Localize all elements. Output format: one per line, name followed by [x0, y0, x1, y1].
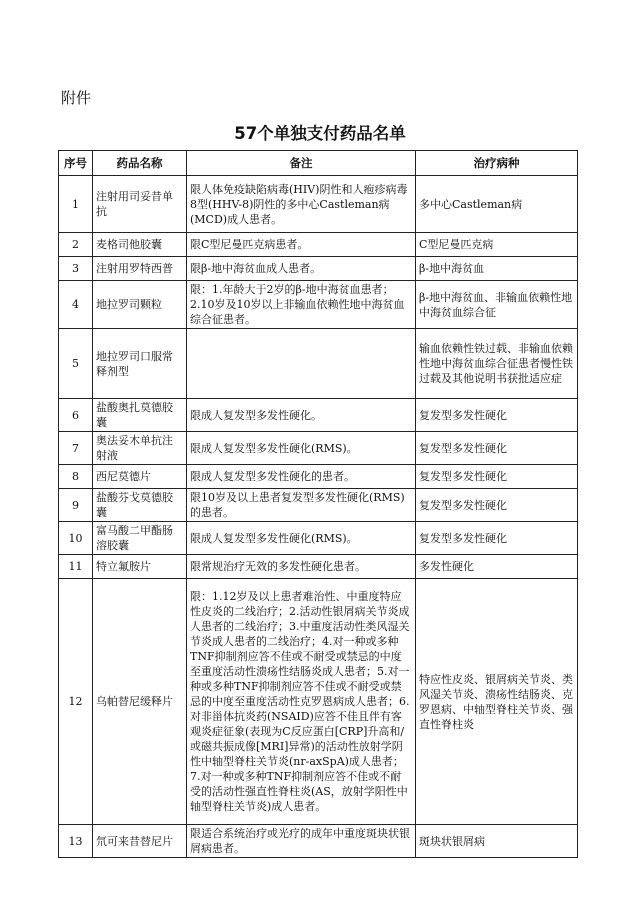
table-row [59, 489, 578, 522]
drug-name: 富马酸二甲酯肠溶胶囊 [93, 522, 187, 555]
drug-name: 西尼莫德片 [93, 465, 187, 489]
row-number: 3 [59, 257, 93, 281]
table-row [59, 329, 578, 399]
drug-note: 限适合系统治疗或光疗的成年中重度斑块状银屑病患者。 [187, 825, 416, 858]
drug-name: 盐酸芬戈莫德胶囊 [93, 489, 187, 522]
row-number: 9 [59, 489, 93, 522]
table-header-row [59, 151, 578, 176]
drug-name: 地拉罗司口服常释剂型 [93, 329, 187, 399]
drug-name: 注射用罗特西普 [93, 257, 187, 281]
drug-note: 限成人复发型多发性硬化的患者。 [187, 465, 416, 489]
header-note: 备注 [187, 151, 416, 176]
drug-note [187, 329, 416, 399]
row-number: 8 [59, 465, 93, 489]
drug-name: 麦格司他胶囊 [93, 233, 187, 257]
table-row [59, 281, 578, 329]
header-disease: 治疗病种 [416, 151, 578, 176]
row-number: 4 [59, 281, 93, 329]
treated-disease: 多发性硬化 [416, 555, 578, 579]
drug-note: 限10岁及以上患者复发型多发性硬化(RMS)的患者。 [187, 489, 416, 522]
drug-name: 乌帕替尼缓释片 [93, 579, 187, 825]
table-row [59, 432, 578, 465]
table-row [59, 825, 578, 858]
drug-note: 限人体免疫缺陷病毒(HIV)阴性和人疱疹病毒8型(HHV-8)阴性的多中心Castleman病(MCD)成人患者。 [187, 176, 416, 233]
drug-table [58, 150, 578, 858]
treated-disease: C型尼曼匹克病 [416, 233, 578, 257]
drug-note: 限成人复发型多发性硬化。 [187, 399, 416, 432]
row-number: 10 [59, 522, 93, 555]
drug-note: 限β-地中海贫血成人患者。 [187, 257, 416, 281]
treated-disease: 输血依赖性铁过载、非输血依赖性地中海贫血综合征患者慢性铁过载及其他说明书获批适应症 [416, 329, 578, 399]
treated-disease: 复发型多发性硬化 [416, 465, 578, 489]
attachment-label: 附件 [61, 89, 92, 107]
treated-disease: 复发型多发性硬化 [416, 432, 578, 465]
table-row [59, 555, 578, 579]
treated-disease: 多中心Castleman病 [416, 176, 578, 233]
table-row [59, 465, 578, 489]
header-name: 药品名称 [93, 151, 187, 176]
treated-disease: 复发型多发性硬化 [416, 522, 578, 555]
drug-note: 限：1.年龄大于2岁的β-地中海贫血患者；2.10岁及10岁以上非输血依赖性地中海贫血综合征患者。 [187, 281, 416, 329]
row-number: 5 [59, 329, 93, 399]
row-number: 7 [59, 432, 93, 465]
row-number: 13 [59, 825, 93, 858]
drug-note: 限成人复发型多发性硬化(RMS)。 [187, 522, 416, 555]
drug-note: 限常规治疗无效的多发性硬化患者。 [187, 555, 416, 579]
row-number: 1 [59, 176, 93, 233]
drug-name: 氘可来昔替尼片 [93, 825, 187, 858]
drug-name: 盐酸奥扎莫德胶囊 [93, 399, 187, 432]
drug-note: 限成人复发型多发性硬化(RMS)。 [187, 432, 416, 465]
row-number: 2 [59, 233, 93, 257]
treated-disease: 特应性皮炎、银屑病关节炎、类风湿关节炎、溃疡性结肠炎、克罗恩病、中轴型脊柱关节炎、强直性脊柱炎 [416, 579, 578, 825]
page-title: 57个单独支付药品名单 [234, 124, 406, 143]
treated-disease: 复发型多发性硬化 [416, 399, 578, 432]
drug-name: 奥法妥木单抗注射液 [93, 432, 187, 465]
table-row [59, 399, 578, 432]
drug-note: 限：1.12岁及以上患者难治性、中重度特应性皮炎的二线治疗；2.活动性银屑病关节炎成人患者的二线治疗；3.中重度活动性类风湿关节炎成人患者的二线治疗；4.对一种或多种TNF抑制剂应答不佳或不耐受或禁忌的中度至重度活动性溃疡性结肠炎成人患者；5.对一种或多种TNF抑制剂应答不佳或不耐受或禁忌的中度至重度活动性克罗恩病成人患者；6.对非甾体抗炎药(NSAID)应答不佳且伴有客观炎症征象(表现为C反应蛋白[CRP]升高和/或磁共振成像[MRI]异常)的活动性放射学阴性中轴型脊柱关节炎(nr-axSpA)成人患者；7.对一种或多种TNF抑制剂应答不佳或不耐受的活动性强直性脊柱炎(AS，放射学阳性中轴型脊柱关节炎)成人患者。 [187, 579, 416, 825]
treated-disease: β-地中海贫血、非输血依赖性地中海贫血综合征 [416, 281, 578, 329]
drug-note: 限C型尼曼匹克病患者。 [187, 233, 416, 257]
treated-disease: 复发型多发性硬化 [416, 489, 578, 522]
row-number: 6 [59, 399, 93, 432]
row-number: 11 [59, 555, 93, 579]
row-number: 12 [59, 579, 93, 825]
treated-disease: 斑块状银屑病 [416, 825, 578, 858]
treated-disease: β-地中海贫血 [416, 257, 578, 281]
table-row [59, 176, 578, 233]
drug-name: 特立氟胺片 [93, 555, 187, 579]
header-no: 序号 [59, 151, 93, 176]
drug-name: 地拉罗司颗粒 [93, 281, 187, 329]
table-row [59, 257, 578, 281]
drug-name: 注射用司妥昔单抗 [93, 176, 187, 233]
table-row [59, 233, 578, 257]
table-row [59, 579, 578, 825]
table-row [59, 522, 578, 555]
